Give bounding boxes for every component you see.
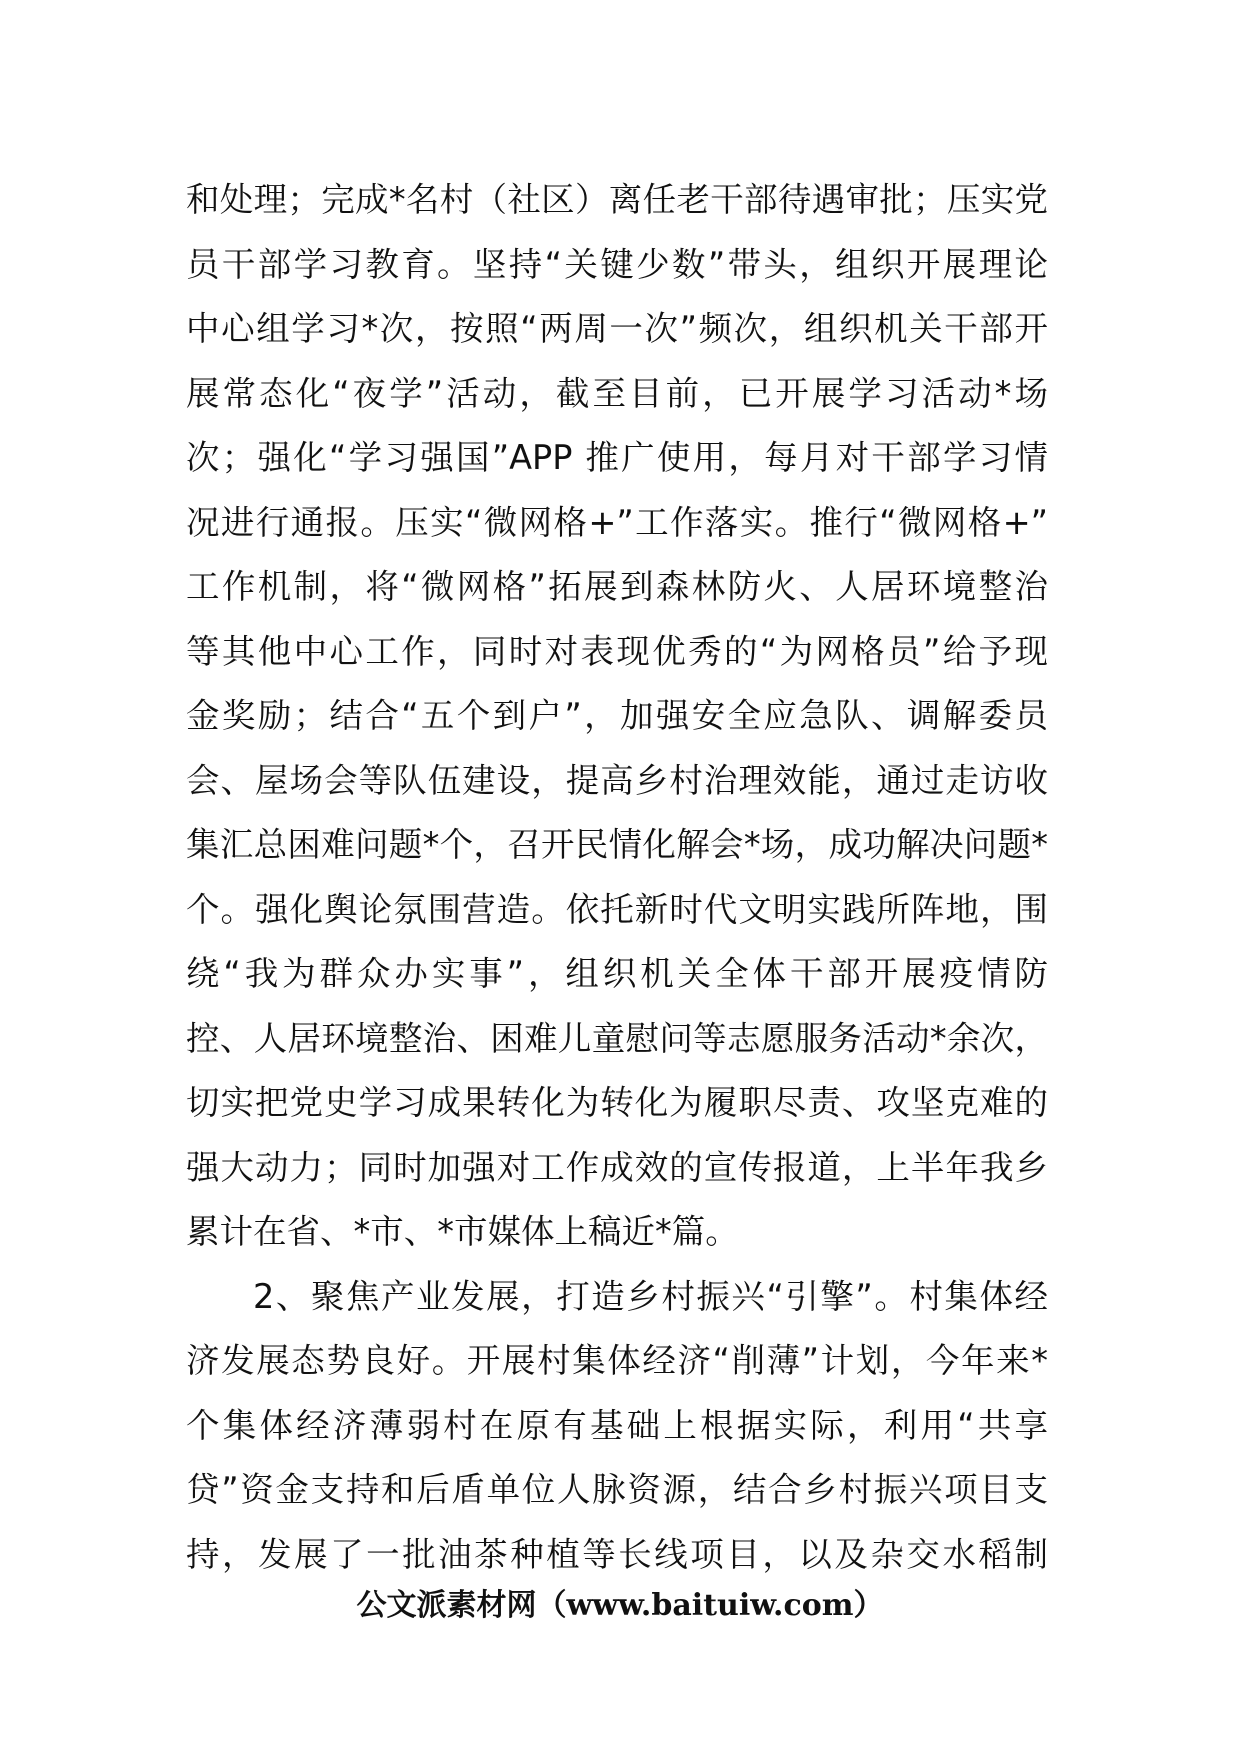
text-line: 持，发展了一批油茶种植等长线项目，以及杂交水稻制 — [186, 1534, 1048, 1574]
paragraph-2 — [186, 1265, 1048, 1588]
text-line: 绕“我为群众办实事”，组织机关全体干部开展疫情防 — [186, 954, 1048, 993]
text-line: 员干部学习教育。坚持“关键少数”带头，组织开展理论 — [186, 244, 1048, 284]
text-line: 次；强化“学习强国”APP 推广使用，每月对干部学习情 — [186, 438, 1048, 477]
text-line: 中心组学习*次，按照“两周一次”频次，组织机关干部开 — [186, 309, 1048, 348]
text-line: 工作机制，将“微网格”拓展到森林防火、人居环境整治 — [186, 567, 1048, 606]
text-line: 切实把党史学习成果转化为转化为履职尽责、攻坚克难的 — [186, 1083, 1048, 1122]
text-line: 会、屋场会等队伍建设，提高乡村治理效能，通过走访收 — [186, 760, 1048, 800]
text-line: 强大动力；同时加强对工作成效的宣传报道，上半年我乡 — [186, 1147, 1048, 1187]
text-line: 和处理；完成*名村（社区）离任老干部待遇审批；压实党 — [186, 180, 1048, 219]
footer-watermark: 公文派素材网（www.baituiw.com） — [356, 1588, 884, 1623]
text-line: 等其他中心工作，同时对表现优秀的“为网格员”给予现 — [186, 631, 1048, 671]
text-line: 个。强化舆论氛围营造。依托新时代文明实践所阵地，围 — [186, 889, 1048, 929]
document-body — [186, 168, 1048, 1587]
text-line: 2、聚焦产业发展，打造乡村振兴“引擎”。村集体经 — [253, 1276, 1048, 1316]
text-line: 况进行通报。压实“微网格+”工作落实。推行“微网格+” — [186, 502, 1048, 542]
text-line: 济发展态势良好。开展村集体经济“削薄”计划，今年来* — [186, 1341, 1048, 1380]
text-line: 贷”资金支持和后盾单位人脉资源，结合乡村振兴项目支 — [186, 1470, 1048, 1509]
text-line: 累计在省、*市、*市媒体上稿近*篇。 — [186, 1212, 739, 1251]
text-line: 集汇总困难问题*个，召开民情化解会*场，成功解决问题* — [186, 825, 1048, 864]
text-line: 个集体经济薄弱村在原有基础上根据实际，利用“共享 — [186, 1405, 1048, 1445]
paragraph-1 — [186, 168, 1048, 1265]
text-line: 展常态化“夜学”活动，截至目前，已开展学习活动*场 — [186, 373, 1048, 413]
text-line: 金奖励；结合“五个到户”，加强安全应急队、调解委员 — [186, 696, 1048, 735]
text-line: 控、人居环境整治、困难儿童慰问等志愿服务活动*余次， — [186, 1018, 1048, 1058]
